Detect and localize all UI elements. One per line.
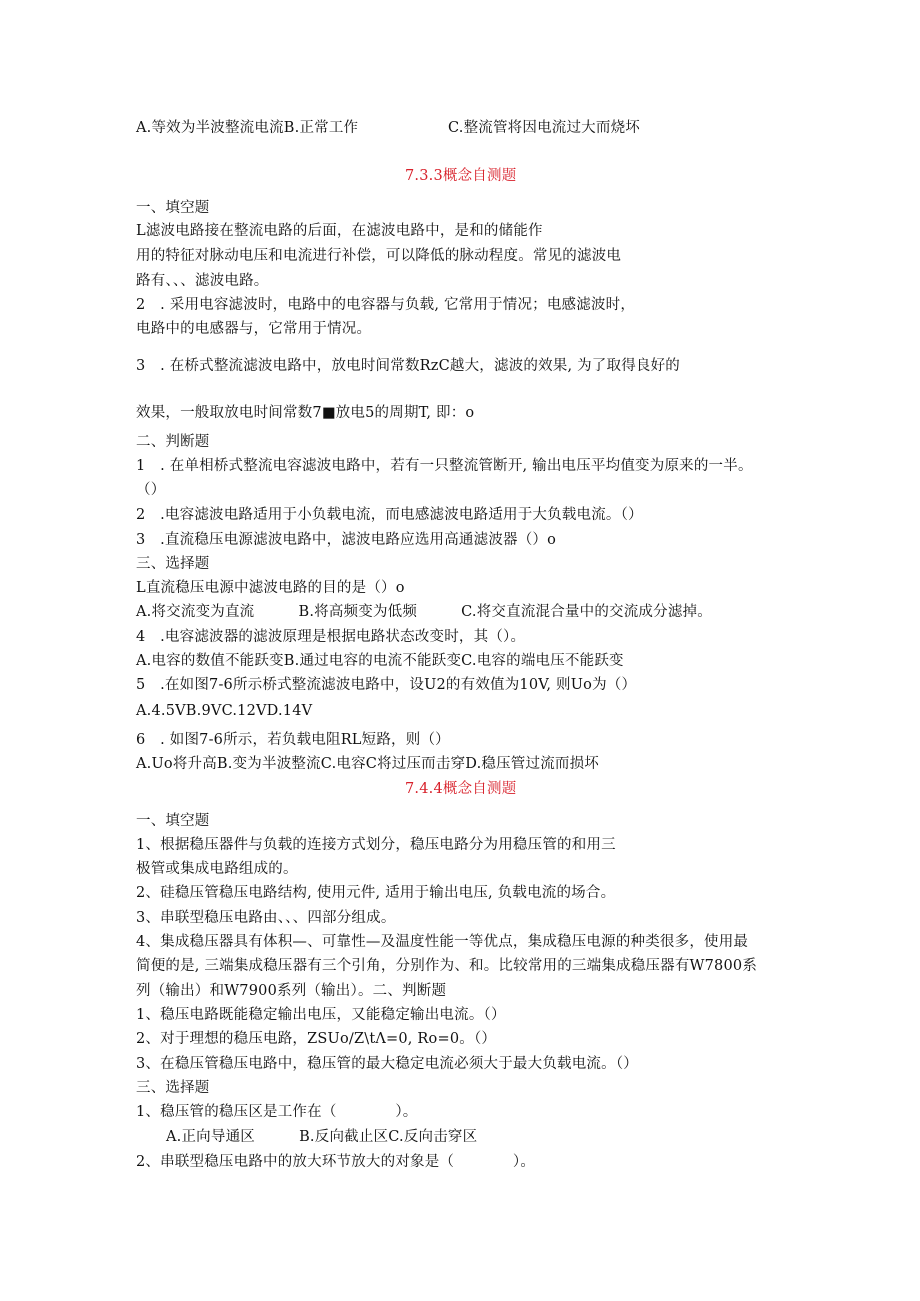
- question-text: 2、硅稳压管稳压电路结构, 使用元件, 适用于输出电压, 负载电流的场合。: [136, 885, 616, 901]
- question-text: 2 .电容滤波电路适用于小负载电流，而电感滤波电路适用于大负载电流。（）: [136, 507, 643, 523]
- question-text: 1、根据稳压器件与负载的连接方式划分，稳压电路分为用稳压管的和用三: [136, 837, 616, 853]
- question-text: 2、串联型稳压电路中的放大环节放大的对象是（ ）。: [136, 1154, 536, 1170]
- fill-blank-heading: 一、填空题: [136, 813, 210, 829]
- question-text: 列（输出）和W7900系列（输出）。二、判断题: [136, 983, 447, 999]
- question-text: 3、在稳压管稳压电路中，稳压管的最大稳定电流必须大于最大负载电流。（）: [136, 1056, 638, 1072]
- options-text: A.正向导通区 B.反向截止区C.反向击穿区: [166, 1129, 478, 1145]
- question-text: 3 . 在桥式整流滤波电路中，放电时间常数RzC越大，滤波的效果, 为了取得良好的: [136, 358, 681, 374]
- option-c-text: C.整流管将因电流过大而烧坏: [448, 120, 640, 136]
- choice-heading: 三、选择题: [136, 556, 210, 572]
- question-text: 3、串联型稳压电路由、、、四部分组成。: [136, 910, 396, 926]
- question-text: 路有、、、滤波电路。: [136, 273, 269, 289]
- question-text: （）: [136, 482, 166, 498]
- choice-heading: 三、选择题: [136, 1080, 210, 1096]
- option-a-b-text: A.等效为半波整流电流B.正常工作: [136, 120, 359, 136]
- question-text: 5 .在如图7-6所示桥式整流滤波电路中，设U2的有效值为10V, 则Uo为（）: [136, 677, 637, 693]
- question-text: L直流稳压电源中滤波电路的目的是（）o: [136, 580, 405, 596]
- question-text: 用的特征对脉动电压和电流进行补偿，可以降低的脉动程度。常见的滤波电: [136, 248, 622, 264]
- fill-blank-heading: 一、填空题: [136, 200, 210, 216]
- question-text: 1、稳压管的稳压区是工作在（ ）。: [136, 1104, 418, 1120]
- question-text: 6 . 如图7-6所示，若负载电阻RL短路，则（）: [136, 732, 450, 748]
- judge-heading: 二、判断题: [136, 434, 210, 450]
- question-text: 极管或集成电路组成的。: [136, 861, 298, 877]
- question-text: 电路中的电感器与，它常用于情况。: [136, 321, 372, 337]
- question-text: 4、集成稳压器具有体积—、可靠性—及温度性能一等优点，集成稳压电源的种类很多，使用最: [136, 934, 749, 950]
- question-text: 1、稳压电路既能稳定输出电压，又能稳定输出电流。（）: [136, 1007, 506, 1023]
- question-text: L滤波电路接在整流电路的后面，在滤波电路中，是和的储能作: [136, 223, 543, 239]
- options-text: A.将交流变为直流 B.将高频变为低频 C.将交直流混合量中的交流成分滤掉。: [136, 604, 712, 620]
- options-text: A.Uo将升高B.变为半波整流C.电容C将过压而击穿D.稳压管过流而损坏: [136, 756, 599, 772]
- options-text: A.4.5VB.9VC.12VD.14V: [136, 703, 313, 719]
- question-text: 3 .直流稳压电源滤波电路中，滤波电路应选用高通滤波器（）o: [136, 532, 557, 548]
- question-text: 简便的是, 三端集成稳压器有三个引角，分别作为、和。比较常用的三端集成稳压器有W7800系: [136, 958, 758, 974]
- question-text: 1 . 在单相桥式整流电容滤波电路中，若有一只整流管断开, 输出电压平均值变为原来的一半。: [136, 458, 753, 474]
- question-text: 4 .电容滤波器的滤波原理是根据电路状态改变时，其（）。: [136, 629, 526, 645]
- section-title-7-3-3: 7.3.3概念自测题: [405, 168, 517, 184]
- question-text: 2 . 采用电容滤波时，电路中的电容器与负载, 它常用于情况；电感滤波时，: [136, 297, 636, 313]
- section-title-7-4-4: 7.4.4概念自测题: [405, 781, 517, 797]
- options-text: A.电容的数值不能跃变B.通过电容的电流不能跃变C.电容的端电压不能跃变: [136, 653, 624, 669]
- question-text: 2、对于理想的稳压电路，ZSUo∕Z\tΛ=0, Ro=0。（）: [136, 1031, 497, 1047]
- question-text: 效果，一般取放电时间常数7■放电5的周期T, 即：o: [136, 405, 475, 421]
